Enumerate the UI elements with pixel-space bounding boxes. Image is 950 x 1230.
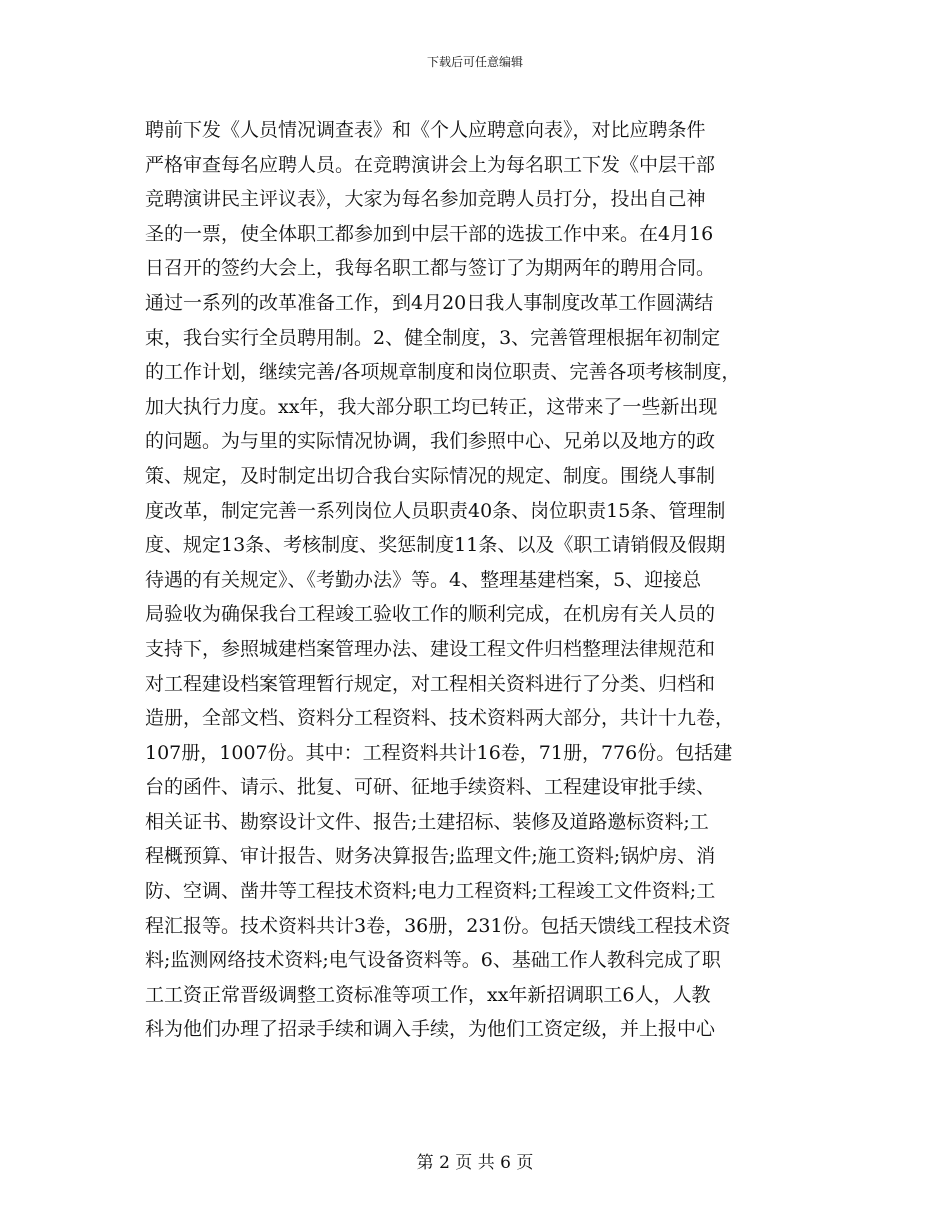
text-line: 的问题。为与里的实际情况协调，我们参照中心、兄弟以及地方的政 — [145, 430, 716, 453]
text-line: 工工资正常晋级调整工资标准等项工作，xx年新招调职工6人，人教 — [145, 983, 711, 1006]
text-line: 程概预算、审计报告、财务决算报告;监理文件;施工资料;锅炉房、消 — [145, 845, 716, 868]
text-line: 度、规定13条、考核制度、奖惩制度11条、以及《职工请销假及假期 — [145, 534, 726, 557]
text-line: 策、规定，及时制定出切合我台实际情况的规定、制度。围绕人事制 — [145, 464, 716, 487]
text-line: 支持下，参照城建档案管理办法、建设工程文件归档整理法律规范和 — [145, 637, 716, 660]
text-line: 通过一系列的改革准备工作，到4月20日我人事制度改革工作圆满结 — [145, 291, 714, 314]
text-line: 程汇报等。技术资料共计3卷，36册，231份。包括天馈线工程技术资 — [145, 914, 731, 937]
page-header: 下载后可任意编辑 — [426, 55, 523, 69]
text-line: 待遇的有关规定》、《考勤办法》等。4、整理基建档案，5、迎接总 — [145, 568, 702, 591]
page-footer: 第 2 页 共 6 页 — [416, 1153, 534, 1173]
text-line: 防、空调、凿井等工程技术资料;电力工程资料;工程竣工文件资料;工 — [145, 880, 716, 903]
text-line: 日召开的签约大会上，我每名职工都与签订了为期两年的聘用合同。 — [145, 257, 716, 280]
text-line: 相关证书、勘察设计文件、报告;土建招标、装修及道路邀标资料;工 — [145, 810, 709, 833]
text-line: 科为他们办理了招录手续和调入手续，为他们工资定级，并上报中心 — [145, 1018, 716, 1041]
text-line: 台的函件、请示、批复、可研、征地手续资料、工程建设审批手续、 — [145, 776, 716, 799]
document-body — [145, 113, 805, 1047]
text-line: 加大执行力度。xx年，我大部分职工均已转正，这带来了一些新出现 — [145, 395, 718, 418]
text-line: 料;监测网络技术资料;电气设备资料等。6、基础工作人教科完成了职 — [145, 949, 721, 972]
text-line: 度改革，制定完善一系列岗位人员职责40条、岗位职责15条、管理制 — [145, 499, 726, 522]
text-line: 束，我台实行全员聘用制。2、健全制度，3、完善管理根据年初制定 — [145, 326, 721, 349]
text-line: 局验收为确保我台工程竣工验收工作的顺利完成，在机房有关人员的 — [145, 603, 716, 626]
text-line: 造册，全部文档、资料分工程资料、技术资料两大部分，共计十九卷， — [145, 707, 735, 730]
text-line: 聘前下发《人员情况调查表》和《个人应聘意向表》，对比应聘条件 — [145, 119, 706, 141]
text-line: 107册，1007份。其中：工程资料共计16卷，71册，776份。包括建 — [145, 741, 733, 764]
text-line: 的工作计划，继续完善/各项规章制度和岗位职责、完善各项考核制度， — [145, 361, 741, 384]
text-line: 严格审查每名应聘人员。在竞聘演讲会上为每名职工下发《中层干部 — [145, 153, 716, 176]
text-line: 圣的一票，使全体职工都参加到中层干部的选拔工作中来。在4月16 — [145, 222, 714, 245]
text-line: 竞聘演讲民主评议表》，大家为每名参加竞聘人员打分，投出自己神 — [145, 188, 706, 211]
text-line: 对工程建设档案管理暂行规定，对工程相关资料进行了分类、归档和 — [145, 672, 716, 695]
